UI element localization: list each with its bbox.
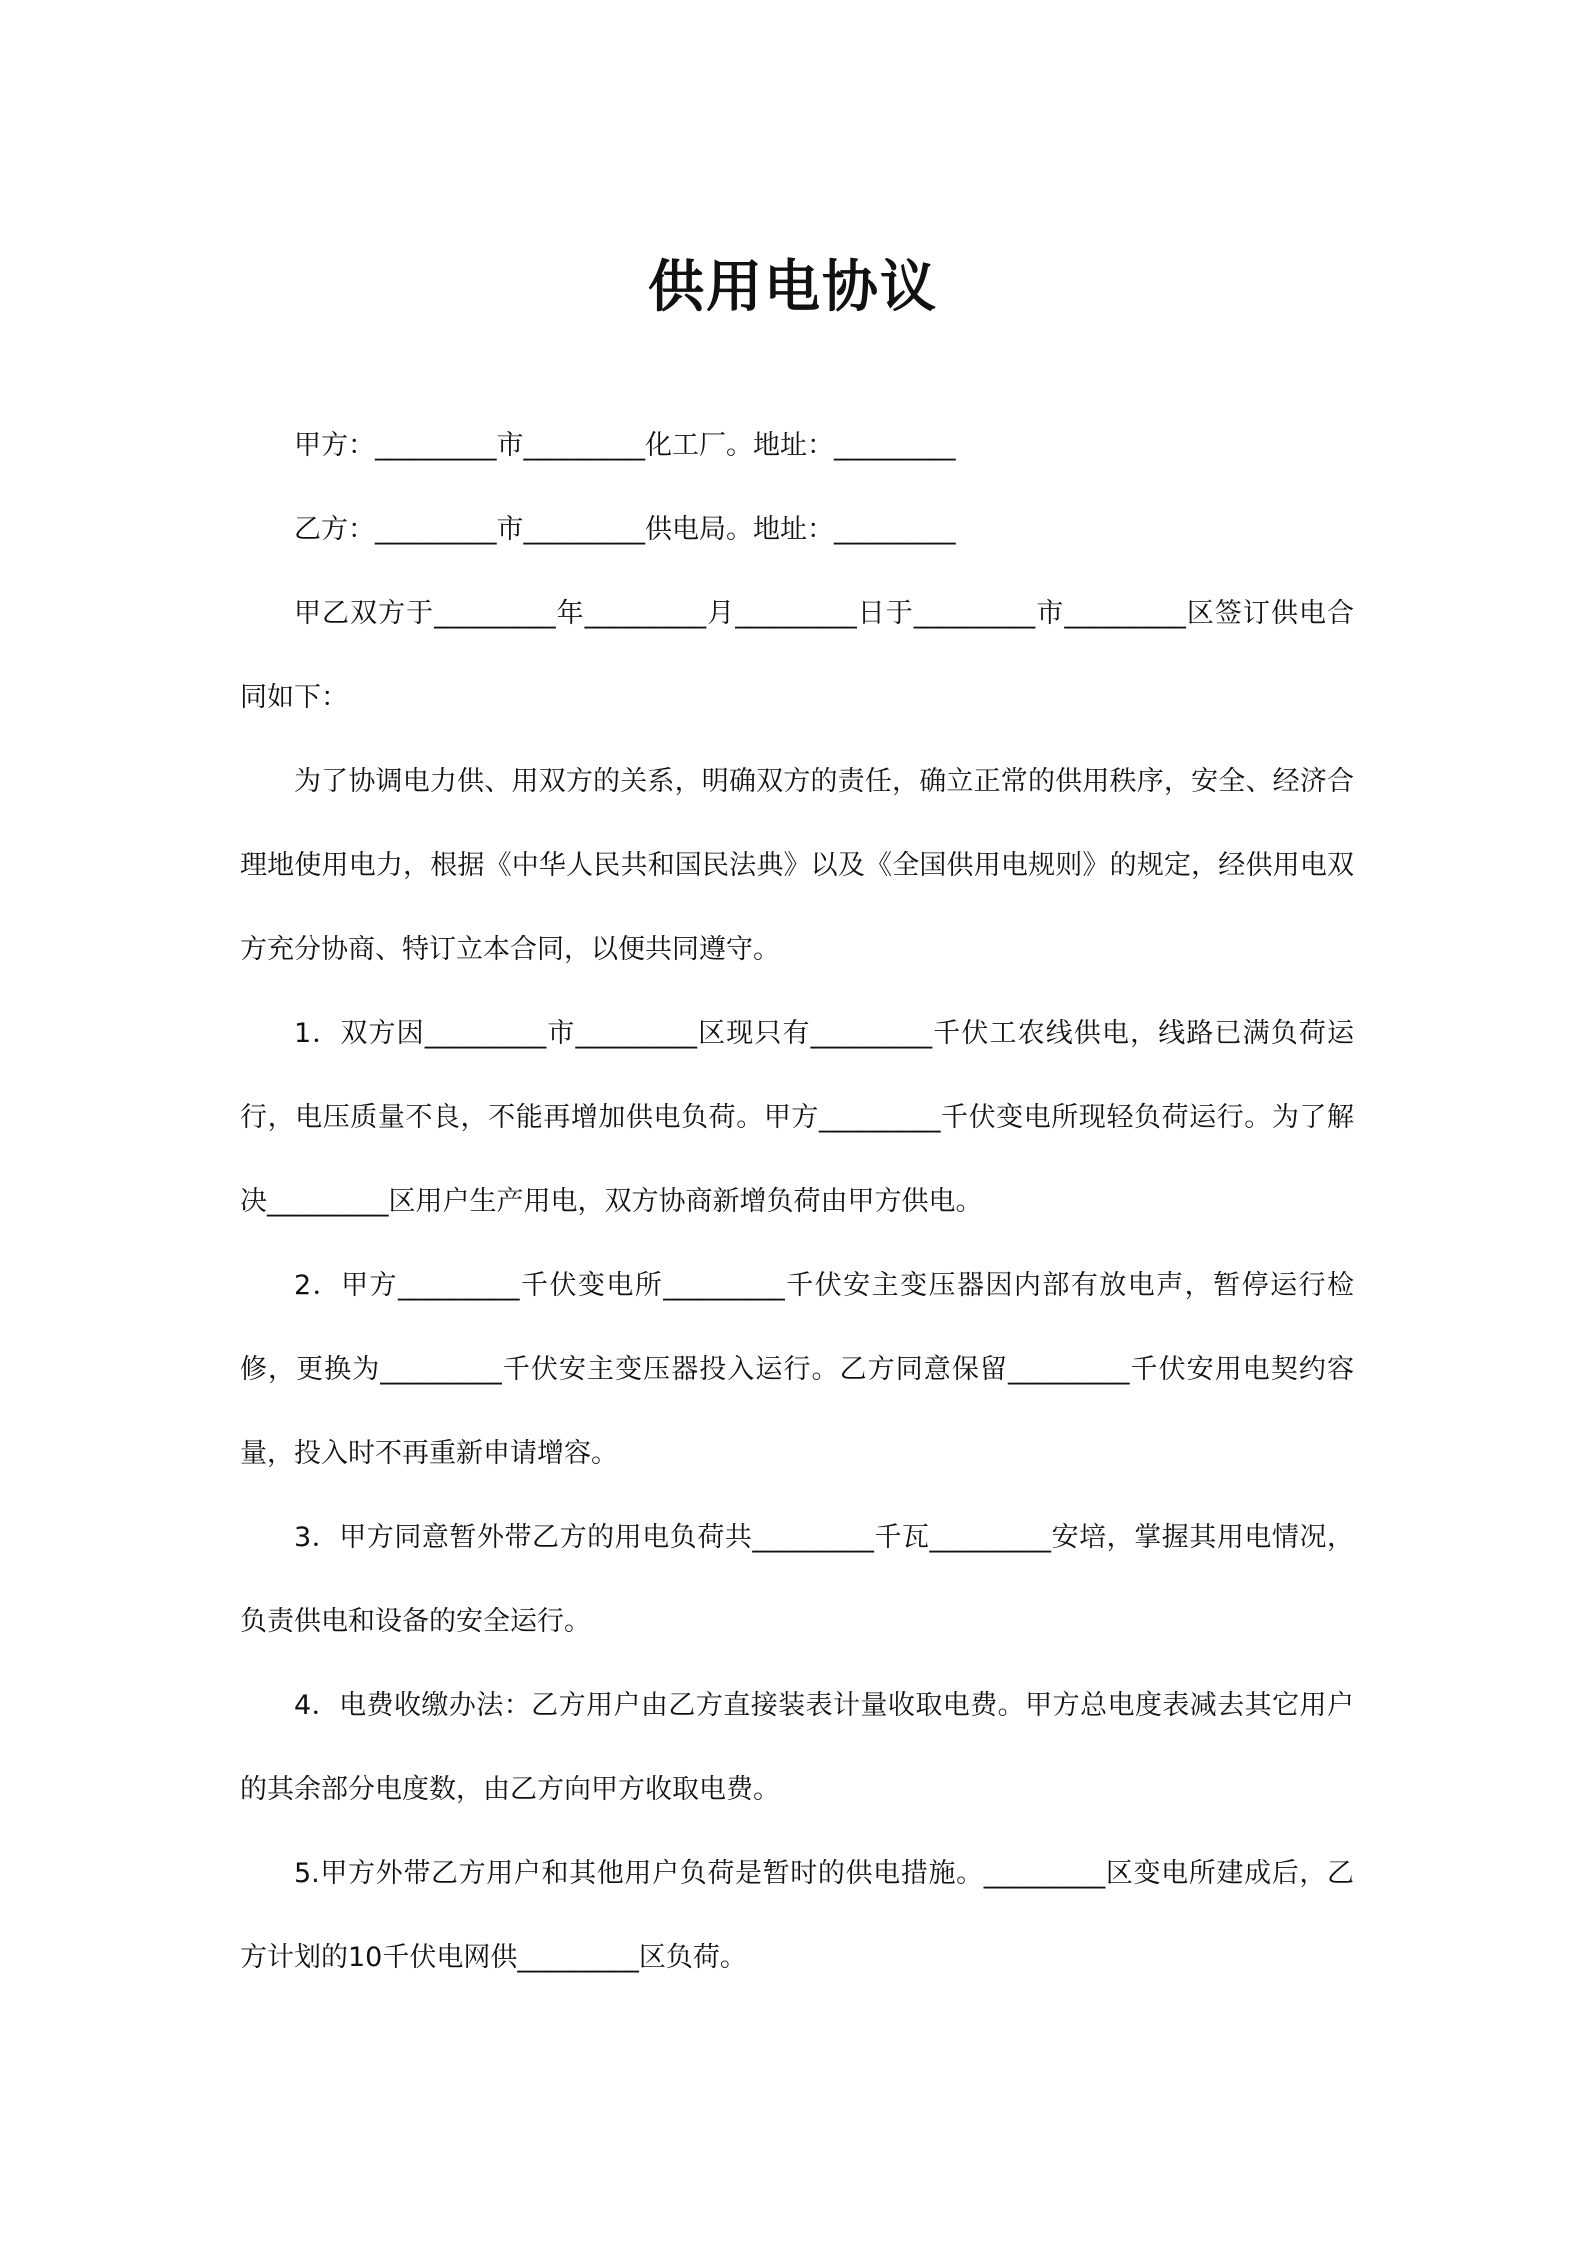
document-body — [240, 404, 1354, 2000]
party-a-line: 甲方：_________市_________化工厂。地址：_________ — [294, 430, 956, 461]
clause-2: 2．甲方_________千伏变电所_________千伏安主变压器因内部有放电声，暂停运行检修，更换为_________千伏安主变压器投入运行。乙方同意保留_________千伏安用电契约容量，投入时不再重新申请增容。 — [240, 1270, 1354, 1469]
clause-5: 5.甲方外带乙方用户和其他用户负荷是暂时的供电措施。_________区变电所建成后，乙方计划的10千伏电网供_________区负荷。 — [240, 1858, 1354, 1973]
clause-4: 4．电费收缴办法：乙方用户由乙方直接装表计量收取电费。甲方总电度表减去其它用户的其余部分电度数，由乙方向甲方收取电费。 — [240, 1690, 1354, 1805]
clause-1: 1．双方因_________市_________区现只有_________千伏工农线供电，线路已满负荷运行，电压质量不良，不能再增加供电负荷。甲方_________千伏变电所现轻负荷运行。为了解决_________区用户生产用电，双方协商新增负荷由甲方供电。 — [240, 1018, 1354, 1217]
party-b-line: 乙方：_________市_________供电局。地址：_________ — [294, 514, 956, 545]
document-title: 供用电协议 — [648, 255, 938, 320]
signing-line: 甲乙双方于_________年_________月_________日于_________市_________区签订供电合同如下： — [240, 598, 1354, 713]
clause-3: 3．甲方同意暂外带乙方的用电负荷共_________千瓦_________安培，掌握其用电情况，负责供电和设备的安全运行。 — [240, 1522, 1354, 1637]
preamble-paragraph: 为了协调电力供、用双方的关系，明确双方的责任，确立正常的供用秩序，安全、经济合理地使用电力，根据《中华人民共和国民法典》以及《全国供用电规则》的规定，经供用电双方充分协商、特订立本合同，以便共同遵守。 — [240, 766, 1354, 965]
